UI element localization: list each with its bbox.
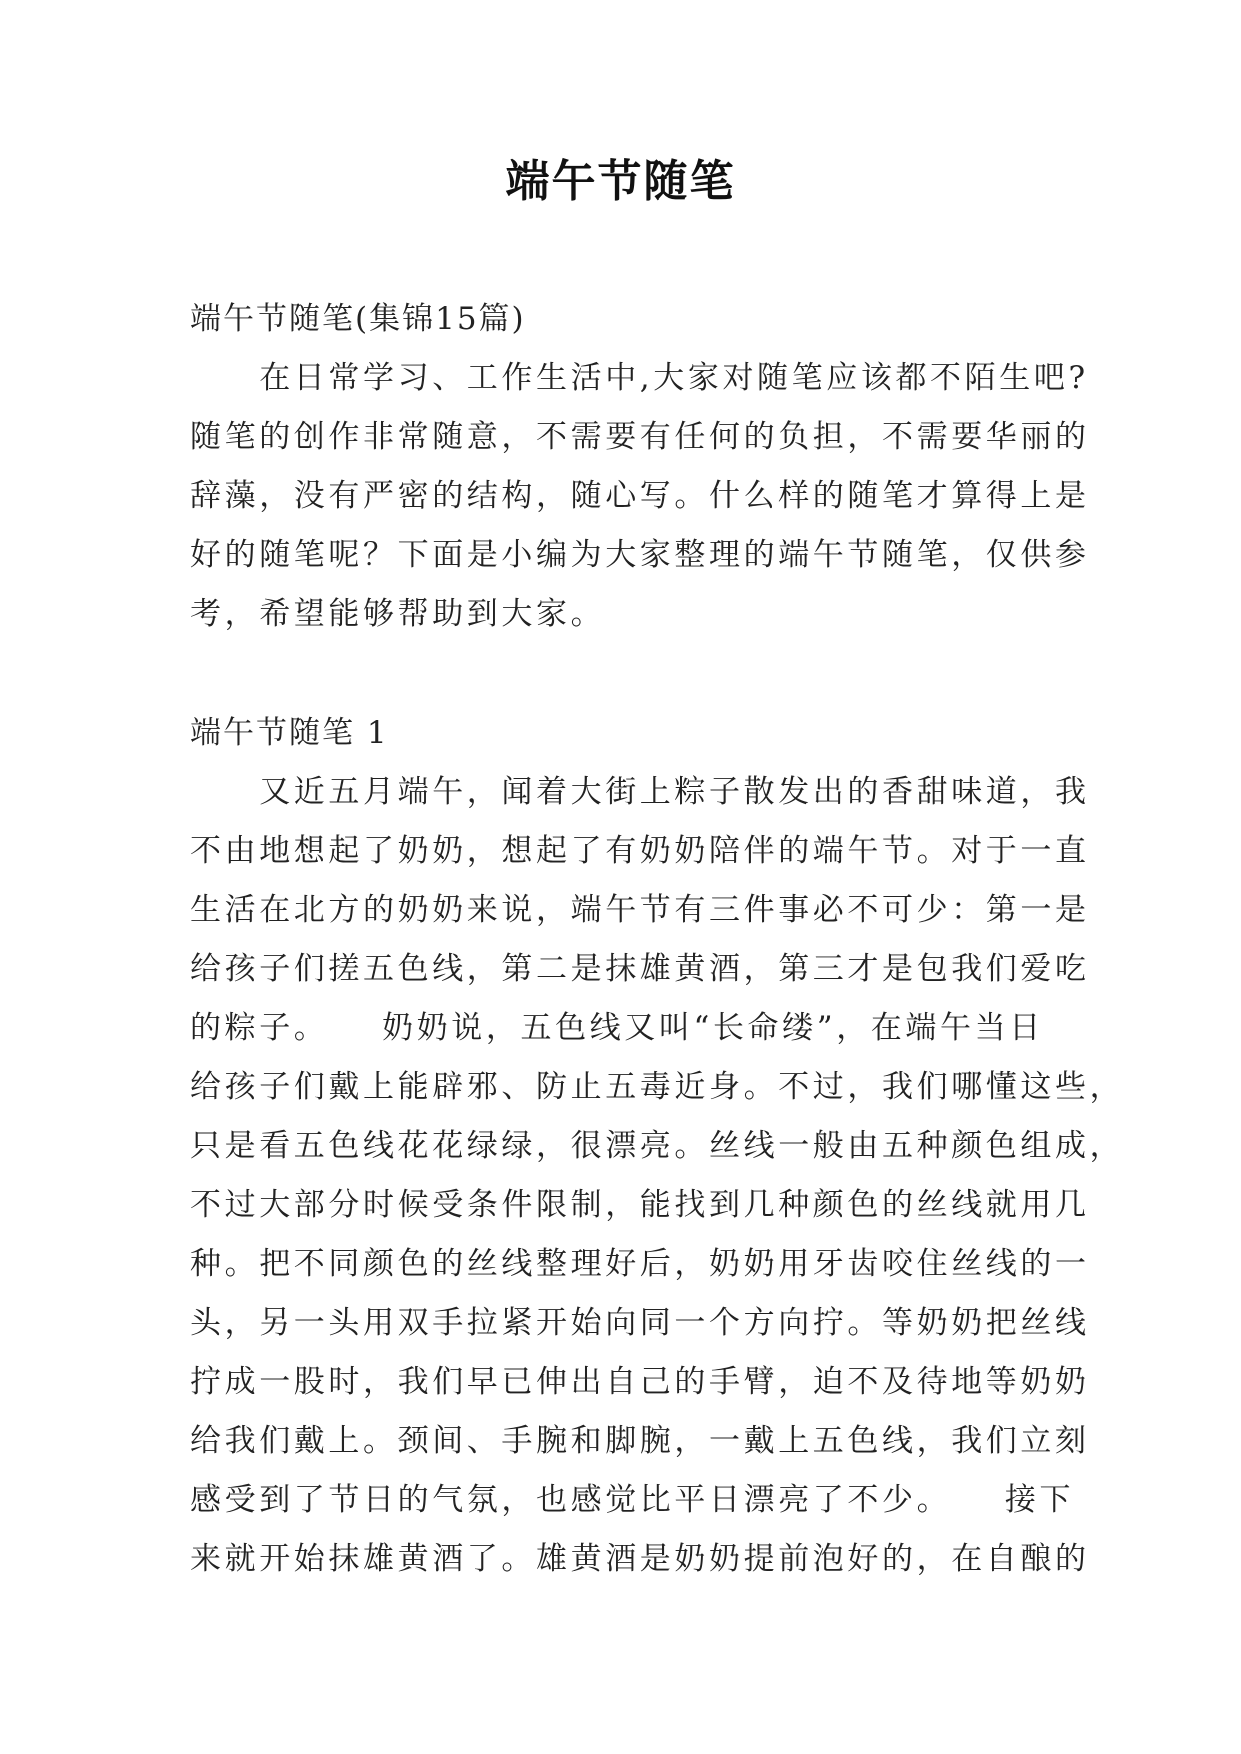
paragraph-line: 只是看五色线花花绿绿，很漂亮。丝线一般由五种颜色组成， bbox=[190, 1128, 1125, 1164]
paragraph-line: 不由地想起了奶奶，想起了有奶奶陪伴的端午节。对于一直 bbox=[190, 833, 1090, 869]
paragraph-line: 好的随笔呢？下面是小编为大家整理的端午节随笔，仅供参 bbox=[190, 537, 1090, 573]
section-spacer bbox=[190, 644, 1055, 704]
paragraph-line: 头，另一头用双手拉紧开始向同一个方向拧。等奶奶把丝线 bbox=[190, 1305, 1090, 1341]
intro-paragraph bbox=[190, 349, 1090, 644]
page-title: 端午节随笔 bbox=[505, 156, 736, 207]
paragraph-line: 拧成一股时，我们早已伸出自己的手臂，迫不及待地等奶奶 bbox=[190, 1364, 1090, 1400]
paragraph-line: 生活在北方的奶奶来说，端午节有三件事必不可少：第一是 bbox=[190, 892, 1090, 928]
paragraph-line: 给孩子们戴上能辟邪、防止五毒近身。不过，我们哪懂这些， bbox=[190, 1069, 1125, 1105]
paragraph-line: 又近五月端午，闻着大街上粽子散发出的香甜味道，我 bbox=[190, 774, 1090, 810]
paragraph-line: 给孩子们搓五色线，第二是抹雄黄酒，第三才是包我们爱吃 bbox=[190, 951, 1090, 987]
paragraph-line: 考，希望能够帮助到大家。 bbox=[190, 596, 606, 632]
paragraph-line: 辞藻，没有严密的结构，随心写。什么样的随笔才算得上是 bbox=[190, 478, 1090, 514]
paragraph-line: 随笔的创作非常随意，不需要有任何的负担，不需要华丽的 bbox=[190, 419, 1090, 455]
paragraph-line: 种。把不同颜色的丝线整理好后，奶奶用牙齿咬住丝线的一 bbox=[190, 1246, 1090, 1282]
intro-heading: 端午节随笔(集锦15篇) bbox=[190, 301, 526, 337]
section-heading: 端午节随笔 1 bbox=[190, 715, 389, 751]
paragraph-line: 不过大部分时候受条件限制，能找到几种颜色的丝线就用几 bbox=[190, 1187, 1090, 1223]
paragraph-line: 给我们戴上。颈间、手腕和脚腕，一戴上五色线，我们立刻 bbox=[190, 1423, 1090, 1459]
document-body bbox=[190, 290, 1125, 1589]
section1-paragraph bbox=[190, 763, 1125, 1589]
paragraph-line: 在日常学习、工作生活中,大家对随笔应该都不陌生吧? bbox=[190, 360, 1089, 396]
paragraph-line: 感受到了节日的气氛，也感觉比平日漂亮了不少。 接下 bbox=[190, 1482, 1075, 1518]
paragraph-line: 来就开始抹雄黄酒了。雄黄酒是奶奶提前泡好的，在自酿的 bbox=[190, 1541, 1090, 1577]
paragraph-line: 的粽子。 奶奶说，五色线又叫“长命缕”，在端午当日 bbox=[190, 1010, 1044, 1046]
